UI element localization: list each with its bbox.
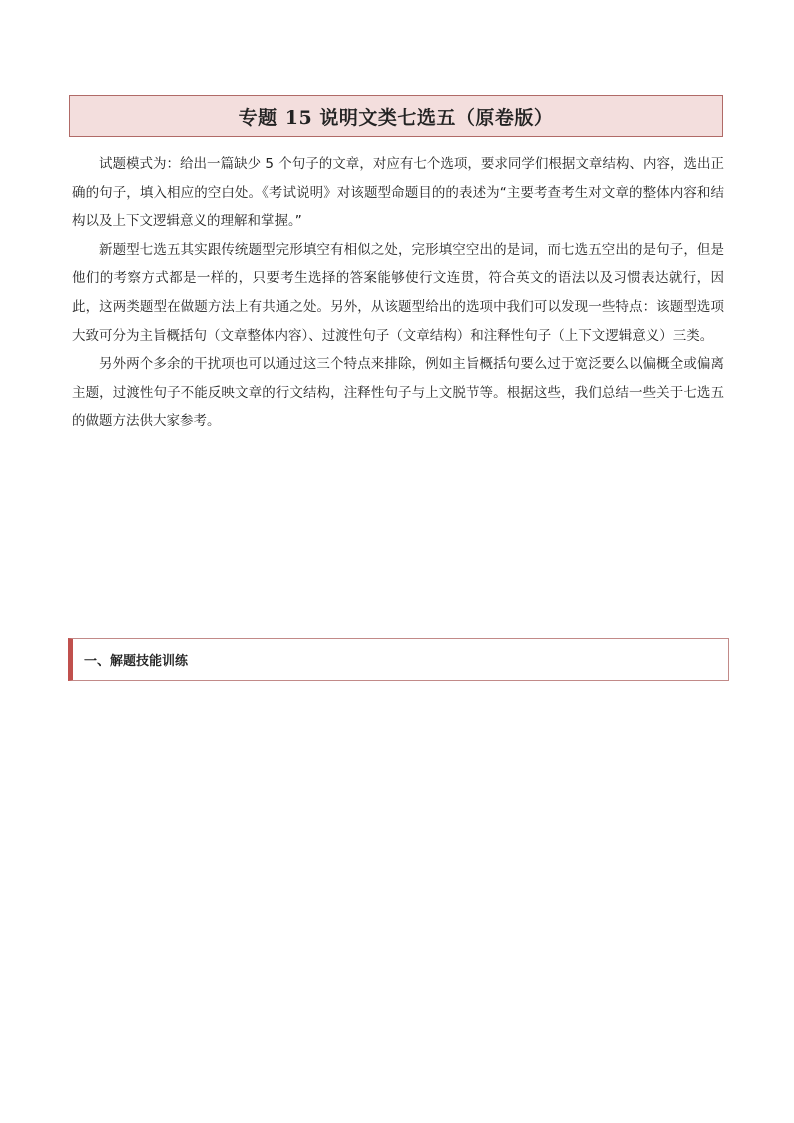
paragraph-3: 另外两个多余的干扰项也可以通过这三个特点来排除，例如主旨概括句要么过于宽泛要么以偏概全或偏离主题，过渡性句子不能反映文章的行文结构，注释性句子与上文脱节等。根据这些，我们总结一些关于七选五的做题方法供大家参考。 (72, 356, 724, 430)
section-heading: 一、解题技能训练 (84, 654, 189, 669)
page-title: 专题 15 说明文类七选五（原卷版） (238, 106, 554, 129)
intro-body (72, 150, 724, 436)
section-heading-box (68, 638, 729, 681)
paragraph-1: 试题模式为：给出一篇缺少 5 个句子的文章，对应有七个选项，要求同学们根据文章结构、内容，选出正确的句子，填入相应的空白处。《考试说明》对该题型命题目的的表述为“主要考查考生对文章的整体内容和结构以及上下文逻辑意义的理解和掌握。” (72, 156, 724, 230)
title-banner (69, 95, 723, 137)
paragraph-2: 新题型七选五其实跟传统题型完形填空有相似之处，完形填空空出的是词，而七选五空出的是句子，但是他们的考察方式都是一样的，只要考生选择的答案能够使行文连贯，符合英文的语法以及习惯表达就行，因此，这两类题型在做题方法上有共通之处。另外，从该题型给出的选项中我们可以发现一些特点：该题型选项大致可分为主旨概括句（文章整体内容）、过渡性句子（文章结构）和注释性句子（上下文逻辑意义）三类。 (72, 241, 724, 344)
